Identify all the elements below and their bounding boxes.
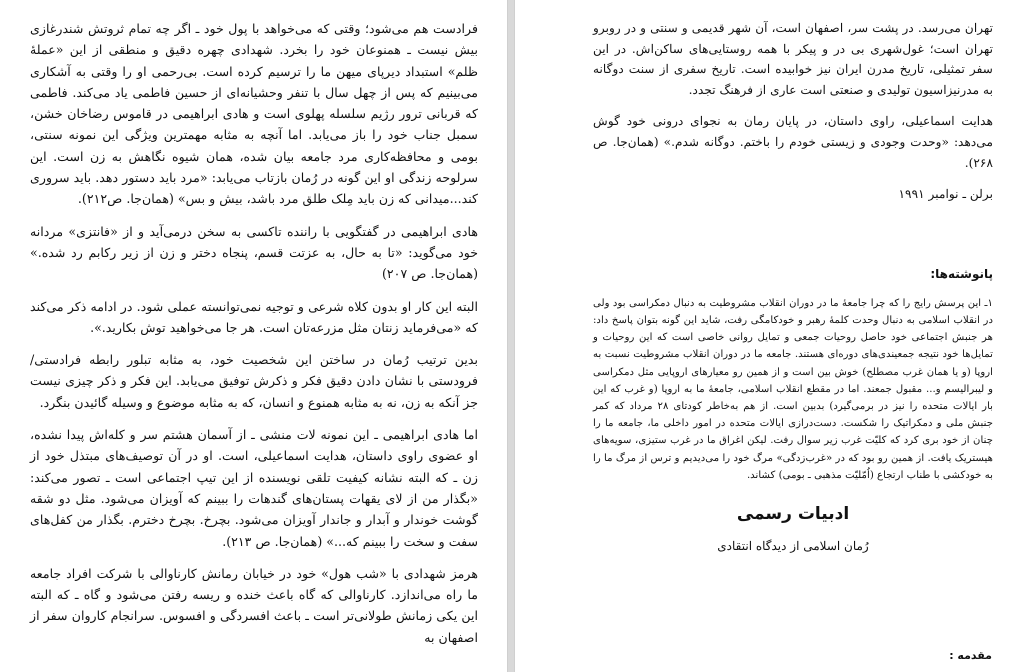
paragraph: هادی ابراهیمی در گفتگویی با راننده تاکسی به سخن درمی‌آید و از «فانتزی» مردانه خود می‌گوید: «تا به حال، به عزتت قسم، پنجاه دختر و زن از زیر رکابم رد شده.» (همان‌جا. ص ۲۰۷) <box>30 223 478 282</box>
section-subtitle: رُمان اسلامی از دیدگاه انتقادی <box>717 538 869 553</box>
paragraph: هرمز شهدادی با «شب هول» خود در خیابان رمانش کارناوالی با شرکت افراد جامعه ما راه می‌اندازد. کارناوالی که گاه باعث خنده و ریسه رفتن می‌شود و گاه ـ که البته این یکی زمانش طولانی‌تر است ـ باعث افسردگی و افسوس. سرانجام کاروان سفر از اصفهان به <box>30 565 478 645</box>
left-page <box>0 0 508 672</box>
introduction-label: مقدمه : <box>949 649 992 662</box>
paragraph: فرادست هم می‌شود؛ وقتی که می‌خواهد با پول خود ـ اگر چه تمام ثروتش شندرغازی بیش نیست ـ همنوعان خود را بخرد. شهدادی چهره دقیق و منطقی از این «عملهٔ ظلم» استبداد دیرپای میهن ما را ترسیم کرده است. بی‌رحمی او را وقتی به آشکاری می‌بینیم که پس از چهل سال با تنفر وحشیانه‌ای از حسین فاطمی یاد می‌کند. فاطمی که قربانی ترور رژیم سلسله پهلوی است و هادی ابراهیمی در قاموس رضاخان خشن، سمبل جناب خود را باز می‌یابد. اما آنچه به مثابه مهمترین ویژگی این نمونه سنتی، بومی و محافظه‌کاری مرد جامعه بیان شده، همان شیوه نگاهش به زن است. این سرلوحه زندگی او این گونه در رُمان بازتاب می‌یابد: «مرد باید دستور دهد. باید سروری کند...میدانی که زن باید مِلک طلق مرد باشد، بیش و بس» (همان‌جا. ص۲۱۲). <box>30 21 478 207</box>
paragraph: بدین ترتیب رُمان در ساختن این شخصیت خود، به مثابه تبلور رابطه فرادستی/ فرودستی با نشان دادن دقیق فکر و ذکرش توفیق می‌یابد. این فکر و ذکر چیزی نیست جز آنکه به زن، نه به مثابه همنوع و انسان، که به مثابه موضوع و وسیله گائیدن بنگرد. <box>30 352 478 410</box>
paragraph: اما هادی ابراهیمی ـ این نمونه لات منشی ـ از آسمان هشتم سر و کله‌اش پیدا نشده، او عضوی راوی داستان، هدایت اسماعیلی، است. او در آن توصیف‌های مبتذل خود از زن ـ که البته نشانه کیفیت تلقی نویسنده از این تیپ اجتماعی است ـ تصور می‌کند: «بگذار من از لای یقهات پستان‌های گندهات را ببینم که آویزان می‌شود. مثل دو شقه گوشت خوندار و آبدار و جاندار آویزان می‌شود. بچرخ. بچرخ دخترم. بگذار من کفل‌های سفت و سخت را ببینم که...» (همان‌جا. ص ۲۱۳). <box>30 427 478 549</box>
paragraph: البته این کار او بدون کلاه شرعی و توجیه نمی‌توانسته عملی شود. در ادامه ذکر می‌کند که «می‌فرماید زنتان مثل مزرعه‌تان است. هر جا می‌خواهید توش بکارید.». <box>30 298 478 335</box>
footnote: ۱ـ این پرسش رایج را که چرا جامعهٔ ما در دوران انقلاب مشروطیت به دنبال دمکراسی بود ولی در انقلاب اسلامی به دنبال وحدت کلمهٔ رهبر و خودکامگی رفت، شاید این گونه بتوان پاسخ داد: هر جنبش اجتماعی خود حاصل روحیات جمعی و تمایل روانی خاصی است که این روحیات و تمایل‌ها خود نتیجه جمعیندی‌های دوره‌ای هستند. جامعه ما در دوران انقلاب مشروطیت نسبت به اروپا (و یا همان غرب مصطلح) خوش بین است و از همین رو معیارهای اروپایی مثل دمکراسی و لیبرالیسم و... مقبول جمعند. اما در مقطع انقلاب اسلامی، جامعهٔ ما به اروپا (و غرب که این بار ایالات متحده را نیز در برمی‌گیرد) بدبین است. از هم به‌خاطر کودتای ۲۸ مرداد که کمر جنبش ملی و دمکراتیک را شکست. دست‌درازی ایالات متحده در امور داخلی ما، جامعه ما را چنان از خود بری کرد که کلیّت غرب زیر سوال رفت. لیکن اغراق ما در غرب ستیزی، سویه‌های هیستریک یافت. از همین رو بود که در «غرب‌زدگی» مرگ خود را می‌دیدیم و ترس از مرگ ما را به خودکشی با طناب ارتجاع (اُمّلیّت مذهبی ـ بومی) کشاند. <box>593 297 994 481</box>
right-text-column <box>593 18 993 557</box>
right-page <box>514 0 1024 672</box>
paragraph: هدایت اسماعیلی، راوی داستان، در پایان رمان به نجوای درونی خود گوش می‌دهد: «وحدت وجودی و زیستی خودم را باختم. دوگانه شدم.» (همان‌جا. ص ۲۶۸). <box>593 114 993 170</box>
section-title: ادبیات رسمی <box>736 503 850 524</box>
signoff-place-date: برلن ـ نوامبر ۱۹۹۱ <box>898 187 993 202</box>
left-text-column <box>30 18 478 659</box>
footnotes-heading: پانوشته‌ها: <box>930 266 993 281</box>
paragraph: تهران می‌رسد. در پشت سر، اصفهان است، آن شهر قدیمی و سنتی و در روبرو تهران است؛ غول‌شهری بی در و پیکر با همه روستایی‌های ساکن‌اش. در این سفر تمثیلی، تاریخ مدرن ایران نیز خوابیده است. تاریخ سفری از سنت دوگانه به مدرنیزاسیون تولیدی و صنعتی است عاری از فرهنگ تجدد. <box>593 21 993 97</box>
